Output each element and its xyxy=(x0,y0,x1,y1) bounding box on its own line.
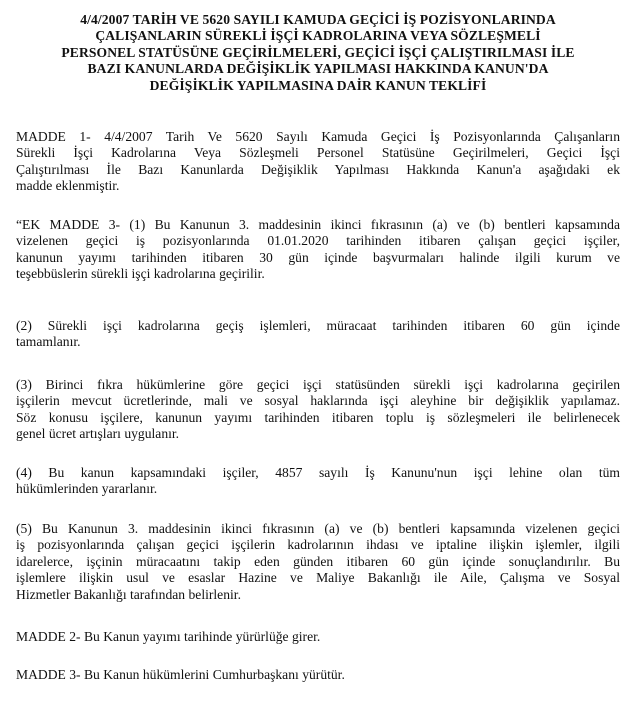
ek-madde-3-clause-5 xyxy=(16,521,620,603)
madde-1-paragraph xyxy=(16,129,620,195)
paragraph-line: “EK MADDE 3- (1) Bu Kanunun 3. maddesinin ikinci fıkrasının (a) ve (b) bentleri kapsamında xyxy=(16,217,620,232)
paragraph-line: işlemlere ilişkin usul ve esaslar Hazine ve Maliye Bakanlığı ile Aile, Çalışma ve Sosyal xyxy=(16,570,620,586)
paragraph-line: hükümlerinden yararlanır. xyxy=(16,481,158,497)
paragraph-line: MADDE 2- Bu Kanun yayımı tarihinde yürürlüğe girer. xyxy=(16,629,321,644)
paragraph-line: teşebbüslerin sürekli işçi kadrolarına geçirilir. xyxy=(16,266,265,282)
title-line: ÇALIŞANLARIN SÜREKLİ İŞÇİ KADROLARINA VEYA SÖZLEŞMELİ xyxy=(95,28,541,44)
paragraph-line: Hizmetler Bakanlığı tarafından belirlenir. xyxy=(16,586,241,602)
paragraph-line: iş pozisyonlarında çalışan geçici işçilerin kadrolarının ihdası ve iptaline ilişkin işlemler, ilgili xyxy=(16,537,620,553)
paragraph-line: işçilerin mevcut ücretlerinde, mali ve sosyal haklarında işçi aleyhine bir değişiklik yapılamaz. xyxy=(16,393,620,409)
paragraph-line: (5) Bu Kanunun 3. maddesinin ikinci fıkrasının (a) ve (b) bentleri kapsamında vizelenen geçici xyxy=(16,521,620,536)
paragraph-line: (3) Birinci fıkra hükümlerine göre geçici işçi statüsünden sürekli işçi kadrolarına geçirilen xyxy=(16,377,620,392)
madde-3-paragraph xyxy=(16,667,620,683)
paragraph-line: Sürekli İşçi Kadrolarına Veya Sözleşmeli Personel Statüsüne Geçirilmeleri, Geçici İşçi xyxy=(16,145,620,161)
title-line: BAZI KANUNLARDA DEĞİŞİKLİK YAPILMASI HAKKINDA KANUN'DA xyxy=(87,61,549,77)
title-line: PERSONEL STATÜSÜNE GEÇİRİLMELERİ, GEÇİCİ İŞÇİ ÇALIŞTIRILMASI İLE xyxy=(61,44,575,60)
ek-madde-3-clause-3 xyxy=(16,377,620,443)
title-line: 4/4/2007 TARİH VE 5620 SAYILI KAMUDA GEÇİCİ İŞ POZİSYONLARINDA xyxy=(80,12,556,27)
ek-madde-3-clause-4 xyxy=(16,465,620,498)
document-title xyxy=(16,12,620,94)
madde-2-paragraph xyxy=(16,629,620,645)
ek-madde-3-clause-1 xyxy=(16,217,620,283)
paragraph-line: vizelenen geçici iş pozisyonlarında 01.01.2020 tarihinden itibaren çalışan geçici işçiler, xyxy=(16,233,620,249)
paragraph-line: genel ücret artışları uygulanır. xyxy=(16,426,180,442)
paragraph-line: Söz konusu işçilere, kanunun yayımı tarihinden itibaren toplu iş sözleşmeleri ile belirlenecek xyxy=(16,409,620,425)
title-line: DEĞİŞİKLİK YAPILMASINA DAİR KANUN TEKLİFİ xyxy=(149,77,487,93)
ek-madde-3-clause-2 xyxy=(16,318,620,351)
paragraph-line: idarelerce, işçinin müracaatını takip eden günden itibaren 60 gün içinde sonuçlandırılır. Bu xyxy=(16,553,620,569)
paragraph-line: Çalıştırılması İle Bazı Kanunlarda Değişiklik Yapılması Hakkında Kanun'a aşağıdaki ek xyxy=(16,161,620,177)
paragraph-line: tamamlanır. xyxy=(16,334,81,350)
paragraph-line: madde eklenmiştir. xyxy=(16,178,120,194)
paragraph-line: kanunun yayımı tarihinden itibaren 30 gün içinde başvurmaları halinde ilgili kurum ve xyxy=(16,249,620,265)
paragraph-line: (2) Sürekli işçi kadrolarına geçiş işlemleri, müracaat tarihinden itibaren 60 gün içinde xyxy=(16,318,620,333)
paragraph-line: MADDE 3- Bu Kanun hükümlerini Cumhurbaşkanı yürütür. xyxy=(16,667,345,682)
paragraph-line: (4) Bu kanun kapsamındaki işçiler, 4857 sayılı İş Kanunu'nun işçi lehine olan tüm xyxy=(16,465,620,480)
paragraph-line: MADDE 1- 4/4/2007 Tarih Ve 5620 Sayılı Kamuda Geçici İş Pozisyonlarında Çalışanların xyxy=(16,129,620,144)
